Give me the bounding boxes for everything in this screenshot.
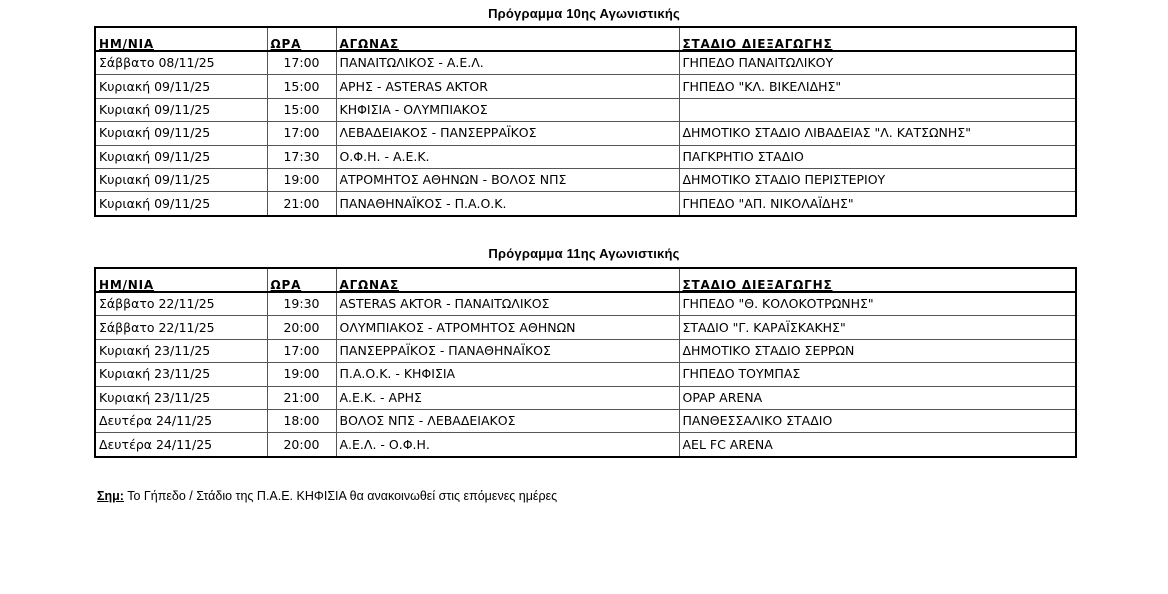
cell-venue: ΓΗΠΕΔΟ "ΑΠ. ΝΙΚΟΛΑΪΔΗΣ" [679,192,1076,216]
cell-match: ΟΛΥΜΠΙΑΚΟΣ - ΑΤΡΟΜΗΤΟΣ ΑΘΗΝΩΝ [336,316,679,339]
round11-title: Πρόγραμμα 11ης Αγωνιστικής [488,246,680,261]
header-venue: ΣΤΑΔΙΟ ΔΙΕΞΑΓΩΓΗΣ [679,27,1076,51]
cell-match: Α.Ε.Λ. - Ο.Φ.Η. [336,433,679,457]
table-row [95,145,1076,168]
cell-match: ΠΑΝΑΙΤΩΛΙΚΟΣ - Α.Ε.Λ. [336,51,679,75]
cell-venue: ΓΗΠΕΔΟ ΤΟΥΜΠΑΣ [679,363,1076,386]
cell-time: 19:00 [267,168,336,191]
cell-match: Ο.Φ.Η. - Α.Ε.Κ. [336,145,679,168]
cell-date: Κυριακή 09/11/25 [95,98,267,121]
cell-venue: ΓΗΠΕΔΟ ΠΑΝΑΙΤΩΛΙΚΟΥ [679,51,1076,75]
table-row [95,75,1076,98]
footnote-label: Σημ: [97,489,124,503]
cell-time: 15:00 [267,75,336,98]
round11-schedule-table [94,267,1077,458]
cell-venue: OPAP ARENA [679,386,1076,409]
cell-match: ΑΡΗΣ - ASTERAS AKTOR [336,75,679,98]
table-header-row [95,27,1076,51]
cell-venue: ΣΤΑΔΙΟ "Γ. ΚΑΡΑΪΣΚΑΚΗΣ" [679,316,1076,339]
cell-match: ASTERAS AKTOR - ΠΑΝΑΙΤΩΛΙΚΟΣ [336,292,679,316]
cell-date: Κυριακή 23/11/25 [95,386,267,409]
cell-date: Δευτέρα 24/11/25 [95,409,267,432]
table-row [95,192,1076,216]
header-date: ΗΜ/ΝΙΑ [95,27,267,51]
footnote-text: Το Γήπεδο / Στάδιο της Π.Α.Ε. ΚΗΦΙΣΙΑ θα ανακοινωθεί στις επόμενες ημέρες [123,489,558,503]
table-row [95,339,1076,362]
cell-venue: ΔΗΜΟΤΙΚΟ ΣΤΑΔΙΟ ΛΙΒΑΔΕΙΑΣ "Λ. ΚΑΤΣΩΝΗΣ" [679,122,1076,145]
header-time: ΩΡΑ [267,268,336,292]
table-row [95,98,1076,121]
header-match: ΑΓΩΝΑΣ [336,27,679,51]
header-match: ΑΓΩΝΑΣ [336,268,679,292]
cell-time: 17:00 [267,122,336,145]
cell-venue: AEL FC ARENA [679,433,1076,457]
cell-date: Κυριακή 23/11/25 [95,339,267,362]
cell-date: Δευτέρα 24/11/25 [95,433,267,457]
cell-venue: ΔΗΜΟΤΙΚΟ ΣΤΑΔΙΟ ΣΕΡΡΩΝ [679,339,1076,362]
cell-time: 19:00 [267,363,336,386]
table-header-row [95,268,1076,292]
cell-time: 20:00 [267,433,336,457]
cell-match: ΑΤΡΟΜΗΤΟΣ ΑΘΗΝΩΝ - ΒΟΛΟΣ ΝΠΣ [336,168,679,191]
cell-time: 17:30 [267,145,336,168]
table-row [95,122,1076,145]
cell-date: Κυριακή 09/11/25 [95,192,267,216]
cell-date: Κυριακή 09/11/25 [95,168,267,191]
cell-date: Κυριακή 09/11/25 [95,122,267,145]
cell-venue [679,98,1076,121]
cell-match: ΠΑΝΣΕΡΡΑΪΚΟΣ - ΠΑΝΑΘΗΝΑΪΚΟΣ [336,339,679,362]
cell-time: 21:00 [267,386,336,409]
cell-venue: ΓΗΠΕΔΟ "ΚΛ. ΒΙΚΕΛΙΔΗΣ" [679,75,1076,98]
cell-venue: ΠΑΝΘΕΣΣΑΛΙΚΟ ΣΤΑΔΙΟ [679,409,1076,432]
cell-time: 20:00 [267,316,336,339]
table-row [95,292,1076,316]
cell-match: ΚΗΦΙΣΙΑ - ΟΛΥΜΠΙΑΚΟΣ [336,98,679,121]
cell-time: 19:30 [267,292,336,316]
cell-match: ΠΑΝΑΘΗΝΑΪΚΟΣ - Π.Α.Ο.Κ. [336,192,679,216]
round10-rows [95,51,1076,216]
header-venue: ΣΤΑΔΙΟ ΔΙΕΞΑΓΩΓΗΣ [679,268,1076,292]
table-row [95,168,1076,191]
cell-date: Κυριακή 09/11/25 [95,145,267,168]
cell-time: 15:00 [267,98,336,121]
footnote [97,489,557,503]
cell-match: ΒΟΛΟΣ ΝΠΣ - ΛΕΒΑΔΕΙΑΚΟΣ [336,409,679,432]
table-row [95,363,1076,386]
table-row [95,316,1076,339]
cell-match: ΛΕΒΑΔΕΙΑΚΟΣ - ΠΑΝΣΕΡΡΑΪΚΟΣ [336,122,679,145]
cell-time: 21:00 [267,192,336,216]
round11-rows [95,292,1076,457]
cell-match: Α.Ε.Κ. - ΑΡΗΣ [336,386,679,409]
table-row [95,433,1076,457]
header-date: ΗΜ/ΝΙΑ [95,268,267,292]
cell-time: 17:00 [267,51,336,75]
cell-date: Σάββατο 22/11/25 [95,292,267,316]
cell-match: Π.Α.Ο.Κ. - ΚΗΦΙΣΙΑ [336,363,679,386]
cell-venue: ΠΑΓΚΡΗΤΙΟ ΣΤΑΔΙΟ [679,145,1076,168]
cell-date: Κυριακή 09/11/25 [95,75,267,98]
cell-time: 17:00 [267,339,336,362]
table-row [95,386,1076,409]
cell-date: Σάββατο 08/11/25 [95,51,267,75]
cell-date: Κυριακή 23/11/25 [95,363,267,386]
cell-venue: ΔΗΜΟΤΙΚΟ ΣΤΑΔΙΟ ΠΕΡΙΣΤΕΡΙΟΥ [679,168,1076,191]
round10-schedule-table [94,26,1077,217]
table-row [95,409,1076,432]
cell-date: Σάββατο 22/11/25 [95,316,267,339]
cell-venue: ΓΗΠΕΔΟ "Θ. ΚΟΛΟΚΟΤΡΩΝΗΣ" [679,292,1076,316]
cell-time: 18:00 [267,409,336,432]
table-row [95,51,1076,75]
header-time: ΩΡΑ [267,27,336,51]
round10-title: Πρόγραμμα 10ης Αγωνιστικής [488,6,680,21]
